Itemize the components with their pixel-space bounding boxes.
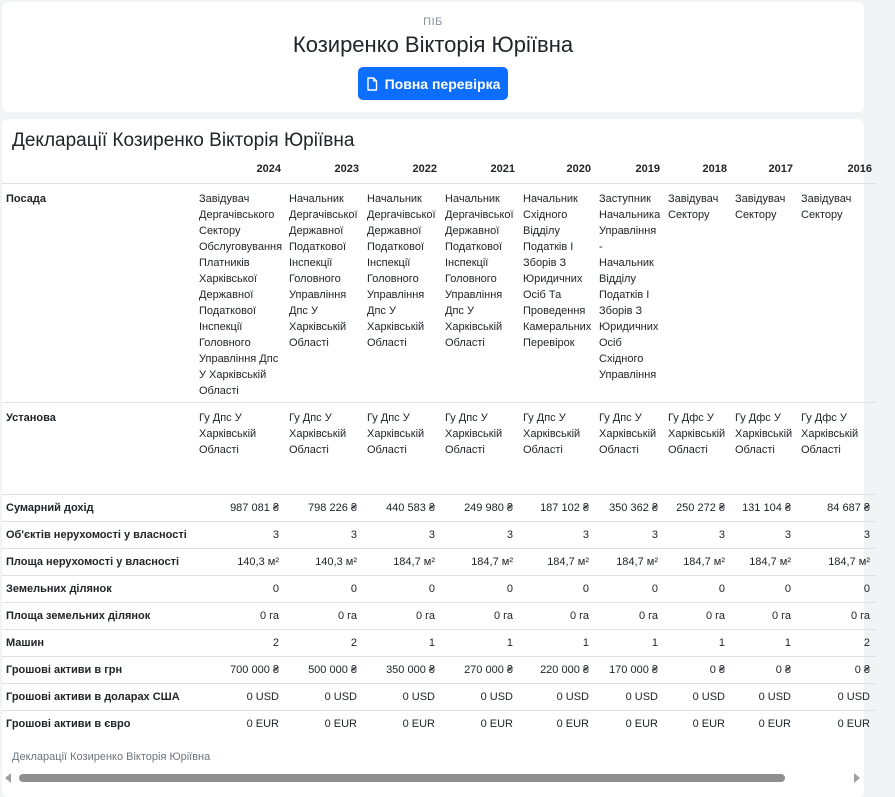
year-header: 2018 (702, 163, 727, 175)
row-label: Земельних ділянок (6, 583, 112, 595)
table-cell: 1 (651, 637, 658, 649)
table-cell: 987 081 ₴ (230, 502, 279, 514)
scrollbar-thumb[interactable] (19, 774, 785, 782)
table-cell: 0 (350, 583, 357, 595)
table-cell: 0 (784, 583, 791, 595)
table-cell: 0 EUR (324, 718, 357, 731)
table-cell: 3 (651, 529, 658, 541)
document-icon (366, 77, 378, 91)
table-row-institution (2, 403, 876, 495)
table-row-real-estate-count (2, 522, 876, 549)
table-cell: 0 (506, 583, 513, 595)
table-cell: 0 EUR (692, 718, 725, 731)
table-cell: 0 EUR (758, 718, 791, 731)
table-cell: Гу Дпс У Харківській Області (445, 412, 503, 456)
table-cell: Гу Дпс У Харківській Області (523, 412, 581, 456)
table-cell: 0 EUR (246, 718, 279, 731)
table-row-cash-uah (2, 657, 876, 684)
table-cell: 0 га (771, 610, 791, 622)
table-cell: 140,3 м² (237, 556, 279, 568)
table-cell: 3 (350, 529, 357, 541)
table-cell: 0 USD (480, 691, 513, 703)
table-row-land-plots (2, 576, 876, 603)
horizontal-scrollbar[interactable] (2, 771, 864, 786)
table-cell: 350 362 ₴ (609, 502, 658, 514)
pib-label: ПІБ (423, 16, 443, 28)
table-cell: 140,3 м² (315, 556, 357, 568)
table-cell: 0 га (415, 610, 435, 622)
table-cell: 184,7 м² (547, 556, 589, 568)
table-cell: 0 (651, 583, 658, 595)
year-header: 2016 (847, 163, 872, 175)
table-cell: 1 (784, 637, 791, 649)
year-header: 2024 (256, 163, 281, 175)
table-cell: 0 USD (837, 691, 870, 703)
table-cell: Начальник Східного Відділу Податків І Зборів З Юридичних Осіб Та Проведення Камеральних Перевірок (523, 193, 592, 349)
table-cell: Завідувач Дергачівського Сектору Обслуговування Платників Харківської Державної Податкової Інспекції Головного Управління Дпс У Харківській Області (199, 193, 283, 397)
table-cell: 3 (718, 529, 725, 541)
table-cell: 500 000 ₴ (308, 664, 357, 676)
row-label: Грошові активи в євро (6, 718, 131, 731)
table-cell: 0 га (259, 610, 279, 622)
table-cell: 3 (506, 529, 513, 541)
row-label: Грошові активи в грн (6, 664, 123, 676)
table-row-total-income (2, 495, 876, 522)
table-cell: 84 687 ₴ (827, 502, 870, 514)
scroll-left-arrow-icon[interactable] (5, 773, 11, 783)
table-cell: 0 га (493, 610, 513, 622)
table-cell: Завідувач Сектору (801, 193, 852, 221)
row-label: Установа (6, 412, 56, 424)
table-cell: 220 000 ₴ (540, 664, 589, 676)
table-cell: 2 (272, 637, 279, 649)
table-row-position (2, 184, 876, 403)
table-cell: Гу Дфс У Харківській Області (735, 412, 793, 456)
table-cell: 0 USD (324, 691, 357, 703)
row-label: Машин (6, 637, 44, 649)
table-cell: 3 (784, 529, 791, 541)
table-cell: 0 (863, 583, 870, 595)
table-cell: Гу Дпс У Харківській Області (199, 412, 257, 456)
table-cell: 184,7 м² (393, 556, 435, 568)
table-cell: 0 га (850, 610, 870, 622)
table-cell: 2 (350, 637, 357, 649)
table-cell: 0 EUR (837, 718, 870, 731)
table-row-land-area (2, 603, 876, 630)
full-check-button-label: Повна перевірка (384, 75, 501, 92)
table-cell: 0 (718, 583, 725, 595)
table-cell: 0 ₴ (775, 664, 791, 676)
table-cell: 0 (582, 583, 589, 595)
row-label: Площа земельних ділянок (6, 610, 151, 622)
table-cell: 131 104 ₴ (742, 502, 791, 514)
row-label: Грошові активи в доларах США (6, 691, 180, 703)
table-cell: 250 272 ₴ (676, 502, 725, 514)
table-cell: 3 (272, 529, 279, 541)
table-cell: 2 (863, 637, 870, 649)
table-cell: 249 980 ₴ (464, 502, 513, 514)
declarations-table (2, 155, 876, 738)
table-row-real-estate-area (2, 549, 876, 576)
table-cell: 3 (428, 529, 435, 541)
year-header-blank (2, 155, 195, 184)
row-label: Площа нерухомості у власності (6, 556, 180, 568)
table-cell: 0 га (337, 610, 357, 622)
table-cell: 184,7 м² (828, 556, 870, 568)
year-header: 2020 (566, 163, 591, 175)
table-cell: Гу Дпс У Харківській Області (599, 412, 657, 456)
person-name: Козиренко Вікторія Юріївна (292, 32, 574, 57)
table-caption: Декларації Козиренко Вікторія Юріївна (12, 751, 211, 763)
table-cell: 0 га (569, 610, 589, 622)
table-cell: 0 (272, 583, 279, 595)
declarations-title: Декларації Козиренко Вікторія Юріївна (12, 130, 355, 151)
year-header: 2023 (334, 163, 359, 175)
table-row-cars (2, 630, 876, 657)
table-cell: 184,7 м² (471, 556, 513, 568)
table-row-cash-usd (2, 684, 876, 711)
table-cell: 184,7 м² (616, 556, 658, 568)
table-cell: Гу Дпс У Харківській Області (367, 412, 425, 456)
year-header: 2021 (490, 163, 515, 175)
row-label: Сумарний дохід (6, 502, 94, 514)
table-cell: Завідувач Сектору (668, 193, 719, 221)
table-cell: 3 (863, 529, 870, 541)
table-cell: 1 (506, 637, 513, 649)
year-header: 2022 (412, 163, 437, 175)
year-header-row (2, 155, 876, 184)
table-cell: 0 га (705, 610, 725, 622)
table-cell: 0 ₴ (854, 664, 870, 676)
table-cell: 1 (428, 637, 435, 649)
table-cell: Гу Дфс У Харківській Області (668, 412, 726, 456)
table-cell: 1 (582, 637, 589, 649)
row-label: Посада (6, 193, 46, 205)
table-cell: 0 USD (625, 691, 658, 703)
table-cell: 0 EUR (556, 718, 589, 731)
table-cell: 270 000 ₴ (464, 664, 513, 676)
table-cell: 184,7 м² (683, 556, 725, 568)
table-cell: 0 EUR (625, 718, 658, 731)
table-cell: 0 USD (556, 691, 589, 703)
declarations-card (2, 119, 872, 797)
table-cell: 184,7 м² (749, 556, 791, 568)
table-cell: 0 (428, 583, 435, 595)
scroll-right-arrow-icon[interactable] (854, 773, 860, 783)
table-cell: 0 EUR (480, 718, 513, 731)
table-cell: 170 000 ₴ (609, 664, 658, 676)
table-cell: 3 (582, 529, 589, 541)
table-cell: 440 583 ₴ (386, 502, 435, 514)
table-cell: 0 USD (246, 691, 279, 703)
table-cell: 0 га (638, 610, 658, 622)
table-cell: Гу Дфс У Харківській Області (801, 412, 859, 456)
table-cell: 700 000 ₴ (230, 664, 279, 676)
table-cell: 0 USD (402, 691, 435, 703)
table-row-cash-eur (2, 711, 876, 738)
person-header-card (2, 2, 864, 112)
row-label: Об'єктів нерухомості у власності (6, 529, 187, 541)
table-cell: 0 USD (758, 691, 791, 703)
table-cell: Начальник Дергачівської Державної Податкової Інспекції Головного Управління Дпс У Харківській Області (445, 193, 514, 349)
table-cell: 798 226 ₴ (308, 502, 357, 514)
table-cell: Начальник Дергачівської Державної Податкової Інспекції Головного Управління Дпс У Харківській Області (289, 193, 358, 349)
table-cell: 0 ₴ (709, 664, 725, 676)
full-check-button[interactable] (358, 67, 508, 100)
table-cell: Гу Дпс У Харківській Області (289, 412, 347, 456)
table-cell: 0 EUR (402, 718, 435, 731)
year-header: 2019 (635, 163, 660, 175)
table-cell: 350 000 ₴ (386, 664, 435, 676)
table-cell: Завідувач Сектору (735, 193, 786, 221)
year-header: 2017 (768, 163, 793, 175)
table-cell: Заступник Начальника Управління - Начальник Відділу Податків І Зборів З Юридичних Осіб Східного Управління (599, 193, 661, 381)
table-cell: 0 USD (692, 691, 725, 703)
table-cell: 187 102 ₴ (540, 502, 589, 514)
table-cell: 1 (718, 637, 725, 649)
table-cell: Начальник Дергачівської Державної Податкової Інспекції Головного Управління Дпс У Харківській Області (367, 193, 436, 349)
